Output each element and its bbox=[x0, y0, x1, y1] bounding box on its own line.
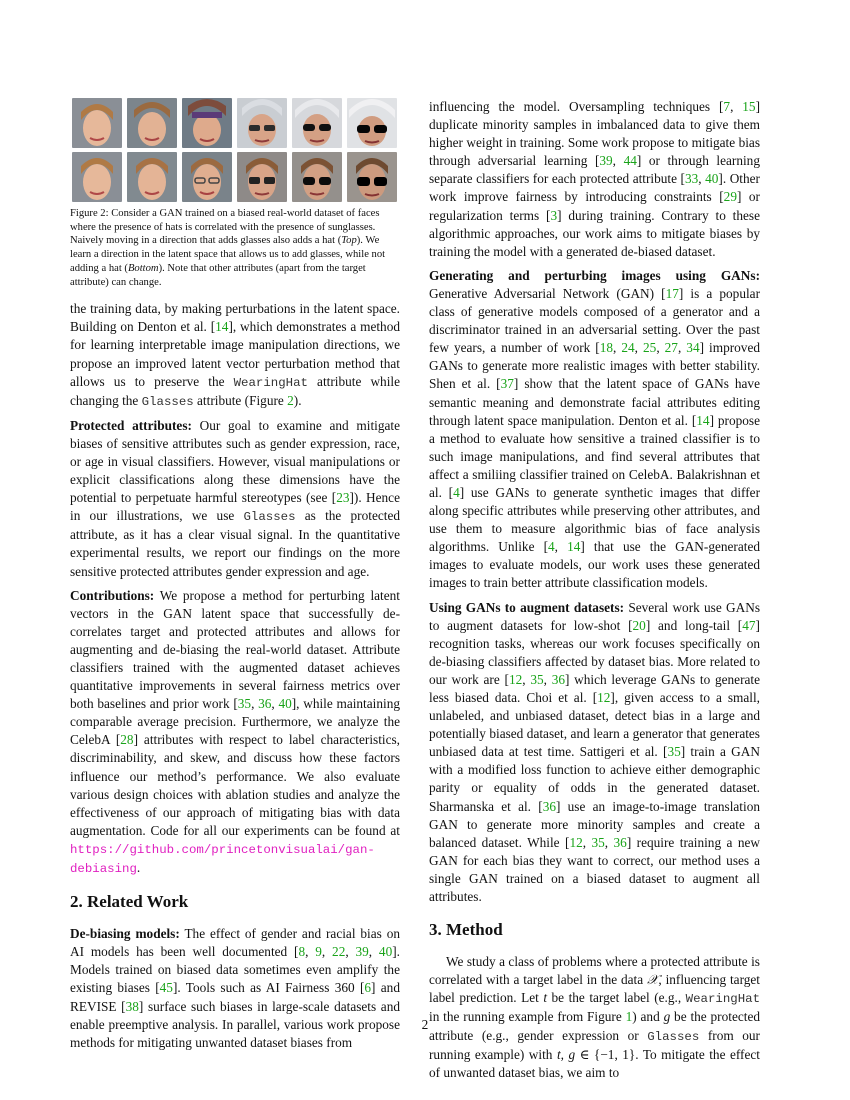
body-text: ] surface such biases in large-scale datasets and enable preemptive analysis. In parallel, various work propose methods for mitigating unwanted dataset biases from bbox=[70, 998, 401, 1050]
citation-link[interactable]: 24 bbox=[621, 340, 635, 356]
citation-link[interactable]: 34 bbox=[686, 340, 700, 356]
caption-text: Consider a GAN trained on a biased real-world dataset of faces where the presence of hats is correlated with the presence of sunglasses. Naively moving in a direction that adds glasses also adds a hat ( bbox=[70, 208, 380, 247]
citation-link[interactable]: 35 bbox=[237, 696, 252, 712]
paragraph-oversampling bbox=[429, 98, 760, 261]
body-text: Several work use GANs to augment datasets for low-shot [ bbox=[429, 599, 760, 633]
body-text: ] which leverage GANs to generate less biased data. Choi et al. [ bbox=[429, 671, 760, 705]
body-text: , bbox=[582, 834, 592, 850]
body-text: be the target label (e.g., bbox=[547, 990, 686, 1006]
citation-link[interactable]: 36 bbox=[613, 834, 627, 850]
citation-link[interactable]: 36 bbox=[258, 696, 272, 712]
attribute-name: Glasses bbox=[141, 394, 194, 409]
citation-link[interactable]: 12 bbox=[597, 690, 611, 705]
citation-link[interactable]: 17 bbox=[665, 285, 679, 301]
citation-link[interactable]: 35 bbox=[667, 744, 681, 760]
citation-link[interactable]: 38 bbox=[125, 998, 139, 1014]
paragraph-heading: Protected attributes: bbox=[70, 417, 192, 433]
math-symbol: t, g bbox=[556, 1046, 576, 1062]
face-image-bottom-4 bbox=[237, 152, 287, 202]
body-text: We propose a method for perturbing latent vectors in the GAN latent space that successfully de-correlates target and protected attributes and allows for augmenting and de-biasing the real-world dataset. Attribute classifiers trained with the augmented dataset achieves quantitative improvements in several fairness metrics over both baselines and prior work [ bbox=[70, 587, 400, 712]
right-column bbox=[429, 98, 760, 1088]
citation-link[interactable]: 25 bbox=[643, 340, 657, 356]
paragraph-gans bbox=[429, 267, 760, 593]
face-image-bottom-5 bbox=[292, 152, 342, 202]
citation-link[interactable]: 14 bbox=[696, 412, 710, 428]
body-text: attribute (Figure bbox=[193, 392, 288, 408]
page-number: 2 bbox=[421, 1017, 429, 1032]
section-title-related-work: 2. Related Work bbox=[70, 892, 189, 912]
citation-link[interactable]: 28 bbox=[120, 732, 134, 748]
body-text: ] during training. Contrary to these algorithmic approaches, our work aims to mitigate biases by training the model with a generated de-biased dataset. bbox=[429, 207, 760, 259]
body-text: , bbox=[677, 340, 687, 356]
citation-link[interactable]: 40 bbox=[705, 171, 719, 187]
body-text: , bbox=[305, 944, 316, 960]
body-text: ) and bbox=[632, 1009, 664, 1025]
citation-link[interactable]: 8 bbox=[298, 944, 306, 960]
body-text: Generative Adversarial Network (GAN) [ bbox=[429, 285, 666, 301]
figure-caption bbox=[70, 207, 400, 289]
citation-link[interactable]: 22 bbox=[332, 944, 346, 960]
math-symbol: g bbox=[663, 1009, 671, 1025]
attribute-name: WearingHat bbox=[233, 375, 308, 390]
citation-link[interactable]: 40 bbox=[278, 696, 292, 712]
citation-link[interactable]: 4 bbox=[548, 539, 555, 555]
face-image-bottom-2 bbox=[127, 152, 177, 202]
face-image-bottom-3 bbox=[182, 152, 232, 202]
body-text: , bbox=[730, 99, 743, 114]
body-text: be the protected attribute (e.g., gender expression or bbox=[429, 1009, 760, 1043]
body-text: , bbox=[345, 944, 356, 960]
figure-2 bbox=[70, 98, 400, 289]
body-text: ]. Other work improve fairness by introducing constraints [ bbox=[429, 171, 760, 205]
citation-link[interactable]: 14 bbox=[567, 539, 581, 555]
body-text: , bbox=[321, 944, 333, 960]
citation-link[interactable]: 47 bbox=[742, 617, 756, 633]
body-text: , bbox=[543, 671, 552, 687]
face-image-top-4 bbox=[237, 98, 287, 148]
paragraph-heading: De-biasing models: bbox=[70, 926, 180, 942]
github-link[interactable]: https://github.com/princetonvisualai/gan-debiasing bbox=[70, 842, 375, 877]
face-image-top-3 bbox=[182, 98, 232, 148]
body-text: attribute while changing the bbox=[70, 373, 400, 408]
body-text: , bbox=[634, 340, 644, 356]
attribute-name: Glasses bbox=[647, 1029, 700, 1044]
body-text: ] require training a new GAN for each bias they want to correct, our method uses a single GAN trained on a biased dataset to augment all attributes. bbox=[429, 834, 760, 905]
paragraph-contributions bbox=[70, 587, 400, 879]
citation-link[interactable]: 4 bbox=[453, 484, 460, 500]
body-text: , bbox=[656, 340, 665, 356]
figure-ref-link[interactable]: 2 bbox=[287, 392, 294, 408]
citation-link[interactable]: 3 bbox=[550, 207, 558, 223]
body-text: , bbox=[554, 539, 568, 555]
citation-link[interactable]: 39 bbox=[355, 944, 369, 960]
body-text: as the protected attribute, as it has a clear visual signal. In the quantitative experimental results, we report our findings on the more sensitive protected attributes gender expression and age. bbox=[70, 508, 400, 579]
body-text: ). bbox=[293, 392, 302, 408]
citation-link[interactable]: 20 bbox=[632, 617, 646, 633]
face-image-top-1 bbox=[72, 98, 122, 148]
face-image-grid bbox=[72, 98, 400, 202]
body-text: The effect of gender and racial bias on AI models has been well documented [ bbox=[70, 926, 401, 960]
body-text: ]. Tools such as AI Fairness 360 [ bbox=[172, 980, 365, 996]
citation-link[interactable]: 33 bbox=[684, 171, 699, 187]
body-text: ], while maintaining comparable average precision. Furthermore, we analyze the CelebA [ bbox=[70, 696, 400, 748]
body-text: , bbox=[251, 696, 259, 712]
citation-link[interactable]: 36 bbox=[542, 798, 556, 814]
math-symbol: t bbox=[543, 990, 548, 1006]
body-text: , influencing target label prediction. Let bbox=[429, 972, 761, 1006]
body-text: ] use GANs to generate synthetic images that differ along specific attributes while preserving other attributes, and use them to measure algorithmic bias of face analysis algorithms. Unlike [ bbox=[429, 484, 760, 555]
body-text: We study a class of problems where a protected attribute is correlated with a target label in the data bbox=[429, 954, 760, 988]
body-text: ] and REVISE [ bbox=[70, 980, 400, 1014]
body-text: ] or through learning separate classifiers for each protected attribute [ bbox=[429, 153, 760, 187]
body-text: , bbox=[522, 671, 531, 687]
body-text: ] use an image-to-image translation GAN to generate more minority samples and create a balanced dataset. While [ bbox=[429, 798, 760, 850]
citation-link[interactable]: 40 bbox=[378, 944, 393, 960]
caption-label: Figure 2: bbox=[70, 208, 109, 219]
caption-top: Top bbox=[341, 235, 357, 247]
body-text: ∈ {−1, 1}. To mitigate the effect of unwanted dataset bias, we aim to bbox=[429, 1046, 760, 1080]
caption-text: ). We learn a direction in the latent space that allows us to add glasses, while not adding a hat ( bbox=[70, 235, 386, 274]
citation-link[interactable]: 39 bbox=[599, 153, 613, 169]
citation-link[interactable]: 27 bbox=[664, 340, 678, 356]
body-text: , bbox=[368, 944, 379, 960]
body-text: , bbox=[612, 153, 624, 169]
body-text: ] is a popular class of generative models composed of a generator and a discriminator trained in an adversarial setting. Over the past few years, a number of work [ bbox=[429, 285, 760, 356]
paragraph-heading: Generating and perturbing images using GANs: bbox=[429, 267, 760, 283]
citation-link[interactable]: 36 bbox=[551, 671, 565, 687]
citation-link[interactable]: 7 bbox=[723, 99, 731, 114]
citation-link[interactable]: 44 bbox=[623, 153, 637, 169]
body-text: the training data, by making perturbations in the latent space. Building on Denton et al. [ bbox=[70, 301, 400, 335]
body-text: ] or regularization terms [ bbox=[429, 189, 760, 223]
body-text: ] train a GAN with a modified loss function to achieve either demographic parity or equality of odds in the generated dataset. Sharmanska et al. [ bbox=[429, 744, 760, 814]
body-text: ], given access to a small, unlabeled, and unbiased dataset, detect bias in a large and potentially biased dataset, and learn a generator that generates unbiased data at test time. Sattigeri et al. [ bbox=[429, 690, 760, 760]
citation-link[interactable]: 15 bbox=[742, 99, 756, 114]
body-text: , bbox=[604, 834, 614, 850]
paragraph-protected-attributes bbox=[70, 417, 400, 581]
attribute-name: Glasses bbox=[243, 510, 296, 525]
math-symbol: 𝒳 bbox=[646, 972, 659, 988]
face-image-top-6 bbox=[347, 98, 397, 148]
paragraph-augment-datasets bbox=[429, 599, 760, 907]
body-text: , bbox=[613, 340, 622, 356]
body-text: from our running example) with bbox=[429, 1027, 760, 1062]
citation-link[interactable]: 12 bbox=[569, 834, 583, 850]
citation-link[interactable]: 29 bbox=[723, 189, 737, 205]
body-text: , bbox=[698, 171, 706, 187]
paragraph-heading: Using GANs to augment datasets: bbox=[429, 599, 625, 615]
body-text: ] show that the latent space of GANs have semantic meaning and demonstrate facial attributes editing through latent space manipulation. Denton et al. [ bbox=[429, 376, 760, 428]
left-column bbox=[70, 98, 400, 1058]
caption-bottom: Bottom bbox=[127, 262, 159, 274]
body-text: , bbox=[271, 696, 279, 712]
face-image-top-2 bbox=[127, 98, 177, 148]
caption-text: ). Note that other attributes (apart from the target attribute) can change. bbox=[70, 262, 366, 288]
citation-link[interactable]: 35 bbox=[591, 834, 605, 850]
paragraph-intro-continued bbox=[70, 300, 400, 411]
citation-link[interactable]: 45 bbox=[159, 980, 173, 996]
body-text: ] recognition tasks, whereas our work focuses specifically on de-biasing classifiers affected by dataset bias. More related to our work are [ bbox=[429, 617, 760, 687]
face-image-bottom-1 bbox=[72, 152, 122, 202]
body-text: ], which demonstrates a method for learning interpretable image manipulation directions, we propose an improved latent vector perturbation method that allows us to preserve the bbox=[70, 319, 400, 389]
body-text: ] and long-tail [ bbox=[645, 617, 743, 633]
citation-link[interactable]: 37 bbox=[500, 376, 514, 392]
body-text: Our goal to examine and mitigate biases of sensitive attributes such as gender expression, race, or age in visual classifiers. However, visual manipulations or explicit classifications along these dimensions have the potential to perpetuate harmful stereotypes (see [ bbox=[70, 417, 400, 506]
body-text: ] that use the GAN-generated images to evaluate models, our work uses these generated images to train better attribute classification models. bbox=[429, 539, 761, 591]
body-text: ] duplicate minority samples in imbalanced data to give them higher weight in training. Some work propose to mitigate bias through adversarial learning [ bbox=[429, 99, 761, 169]
face-image-bottom-6 bbox=[347, 152, 397, 202]
body-text: ]. Models trained on biased data sometimes even amplify the existing biases [ bbox=[70, 944, 400, 996]
citation-link[interactable]: 23 bbox=[336, 490, 350, 506]
citation-link[interactable]: 6 bbox=[364, 980, 372, 996]
body-text: ]). Hence in our illustrations, we use bbox=[70, 490, 400, 524]
body-text: ] attributes with respect to label characteristics, discriminability, and skew, and discuss how these factors influence our method’s performance. We also evaluate various design choices with ablation studies and analyze the effectiveness of our approach of mitigating bias with data augmentation. Code for all our experiments can be found at bbox=[70, 732, 400, 838]
attribute-name: WearingHat bbox=[685, 992, 761, 1007]
paragraph-heading: Contributions: bbox=[70, 587, 155, 603]
figure-ref-link[interactable]: 1 bbox=[625, 1009, 633, 1025]
citation-link[interactable]: 18 bbox=[599, 340, 614, 356]
body-text: ] propose a method to evaluate how sensitive a trained classifier is to such image manipulations, and find several attributes that affect a smiliing classifier trained on CelebA. Balakrishnan et al. [ bbox=[429, 412, 760, 500]
face-image-top-5 bbox=[292, 98, 342, 148]
citation-link[interactable]: 35 bbox=[530, 671, 544, 687]
citation-link[interactable]: 9 bbox=[315, 944, 322, 960]
body-text: ] improved GANs to generate more realistic images with better stability. Shen et al. [ bbox=[429, 340, 760, 392]
citation-link[interactable]: 12 bbox=[508, 671, 523, 687]
body-text: influencing the model. Oversampling techniques [ bbox=[429, 99, 724, 114]
section-title-method: 3. Method bbox=[429, 920, 503, 940]
body-text: . bbox=[136, 860, 141, 876]
body-text: in the running example from Figure bbox=[429, 1009, 626, 1025]
citation-link[interactable]: 14 bbox=[215, 319, 229, 335]
